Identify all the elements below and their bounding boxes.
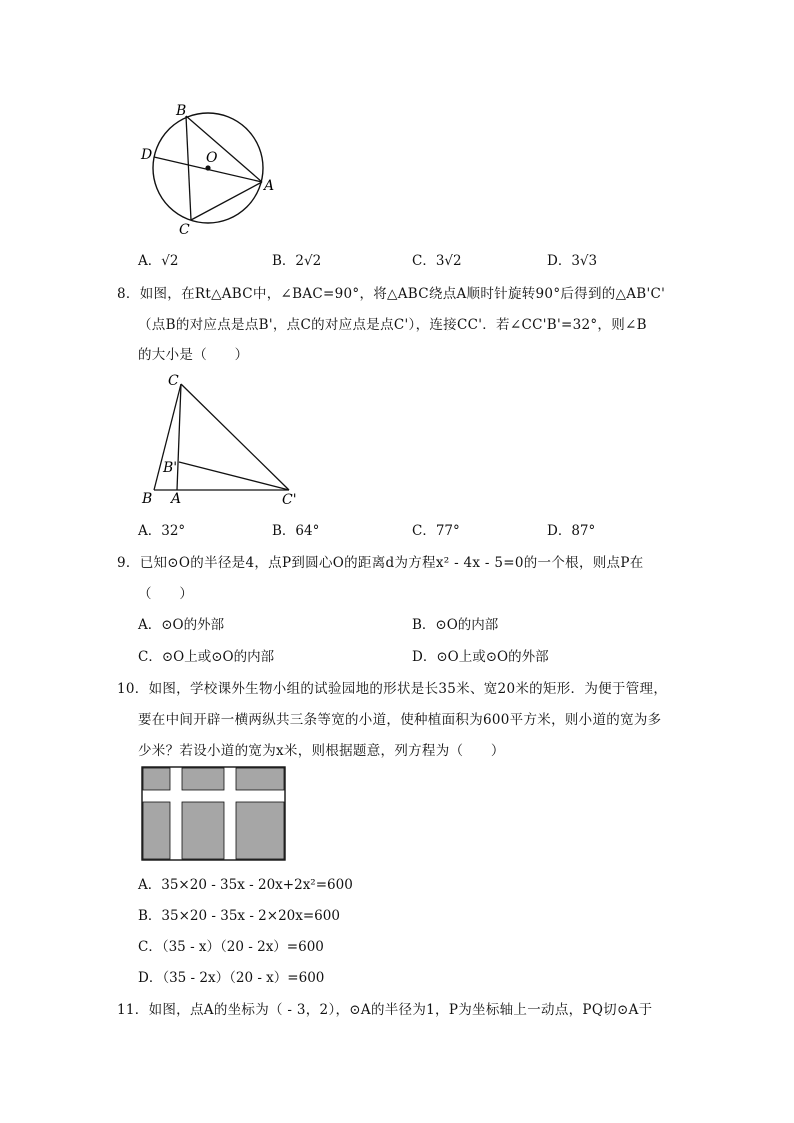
q8-option-a-value: 32° [161,523,186,539]
q10-plot-top-middle [182,768,224,790]
q9-option-a-value: ⊙O的外部 [161,617,225,633]
q7-option-b[interactable] [272,249,321,269]
q10-plot-bottom-middle [182,802,224,859]
q8-option-b-letter: B． [272,523,296,539]
q9-line-1: 9．已知⊙O的半径是4，点P到圆心O的距离d为方程x² - 4x - 5=0的一个根，则点P在 [117,555,644,571]
q7-segment-BA [186,116,262,182]
q10-plot-top-left [143,768,170,790]
q7-circle-figure [135,95,285,240]
q7-center-dot [205,165,210,170]
q8-option-b-value: 64° [295,523,320,539]
q7-option-b-letter: B． [272,253,296,269]
q9-option-b-value: ⊙O的内部 [435,617,499,633]
q9-option-a[interactable] [138,613,224,633]
q8-segment-CCprime [181,384,289,490]
q10-option-d-value: （35 - 2x）（20 - x）=600 [162,970,325,986]
q7-option-d-value: 3√3 [571,253,598,269]
q8-line-2: （点B的对应点是点B'，点C的对应点是点C'），连接CC'．若∠CC'B'=32°，则∠B [138,317,647,333]
q10-option-a-letter: A． [138,877,162,893]
q8-triangle-figure [135,368,310,508]
q10-option-b[interactable] [138,904,340,924]
q8-line-1: 8．如图，在Rt△ABC中，∠BAC=90°，将△ABC绕点A顺时针旋转90°后得到的△AB'C' [117,286,666,302]
q10-plot-top-right [236,768,284,790]
q8-option-d[interactable] [547,519,595,539]
q9-option-a-letter: A． [138,617,162,633]
q8-option-d-value: 87° [571,523,596,539]
q8-label-C-prime: C' [282,492,297,508]
q7-option-c[interactable] [412,249,462,269]
q9-option-c[interactable] [138,645,274,665]
q10-garden-figure [140,765,288,863]
q10-option-d-letter: D． [138,970,163,986]
q10-option-b-value: 35×20 - 35x - 2×20x=600 [161,908,340,924]
q10-option-c-value: （35 - x）（20 - 2x）=600 [161,939,324,955]
q8-option-c-letter: C． [412,523,436,539]
q7-label-O: O [206,150,218,166]
q7-option-a[interactable] [138,249,178,269]
q11-line-1: 11．如图，点A的坐标为（ - 3，2），⊙A的半径为1，P为坐标轴上一动点，PQ切⊙A于 [117,1002,653,1018]
q7-option-d[interactable] [547,249,597,269]
q8-option-a-letter: A． [138,523,162,539]
q10-option-c[interactable] [138,935,324,955]
q8-option-c-value: 77° [435,523,460,539]
q10-option-c-letter: C． [138,939,162,955]
q9-option-b-letter: B． [412,617,436,633]
q9-option-d-value: ⊙O上或⊙O的外部 [436,649,549,665]
q10-option-a[interactable] [138,873,353,893]
q7-option-a-value: √2 [161,253,179,269]
q8-label-C: C [168,373,179,389]
q7-segment-BC [186,116,191,220]
q10-line-3: 少米？若设小道的宽为x米，则根据题意，列方程为（ ） [138,743,505,759]
q10-plot-bottom-right [236,802,284,859]
q7-label-B: B [176,103,187,119]
q9-option-c-value: ⊙O上或⊙O的内部 [161,649,275,665]
q8-label-B: B [142,491,153,507]
q7-option-d-letter: D． [547,253,572,269]
q10-plot-bottom-left [143,802,170,859]
q7-option-c-letter: C． [412,253,436,269]
q9-line-2: （ ） [138,586,194,602]
q8-label-B-prime: B' [163,460,178,476]
q7-option-b-value: 2√2 [295,253,322,269]
q8-option-b[interactable] [272,519,319,539]
q9-option-c-letter: C． [138,649,162,665]
q7-option-a-letter: A． [138,253,162,269]
q10-line-2: 要在中间开辟一横两纵共三条等宽的小道，使种植面积为600平方米，则小道的宽为多 [138,712,662,728]
q10-option-b-letter: B． [138,908,162,924]
q7-option-c-value: 3√2 [435,253,462,269]
q7-label-D: D [141,147,153,163]
q7-label-C: C [179,222,190,238]
q8-option-c[interactable] [412,519,460,539]
q9-option-d[interactable] [412,645,549,665]
q8-segment-BprimeCprime [179,462,289,490]
q7-label-A: A [264,178,275,194]
q8-option-a[interactable] [138,519,185,539]
q8-option-d-letter: D． [547,523,572,539]
q10-option-a-value: 35×20 - 35x - 20x+2x²=600 [161,877,353,893]
q8-label-A: A [171,491,182,507]
q10-option-d[interactable] [138,966,324,986]
q8-line-3: 的大小是（ ） [138,347,249,363]
q10-line-1: 10．如图，学校课外生物小组的试验园地的形状是长35米、宽20米的矩形．为便于管理， [117,681,668,697]
q9-option-d-letter: D． [412,649,437,665]
q9-option-b[interactable] [412,613,498,633]
